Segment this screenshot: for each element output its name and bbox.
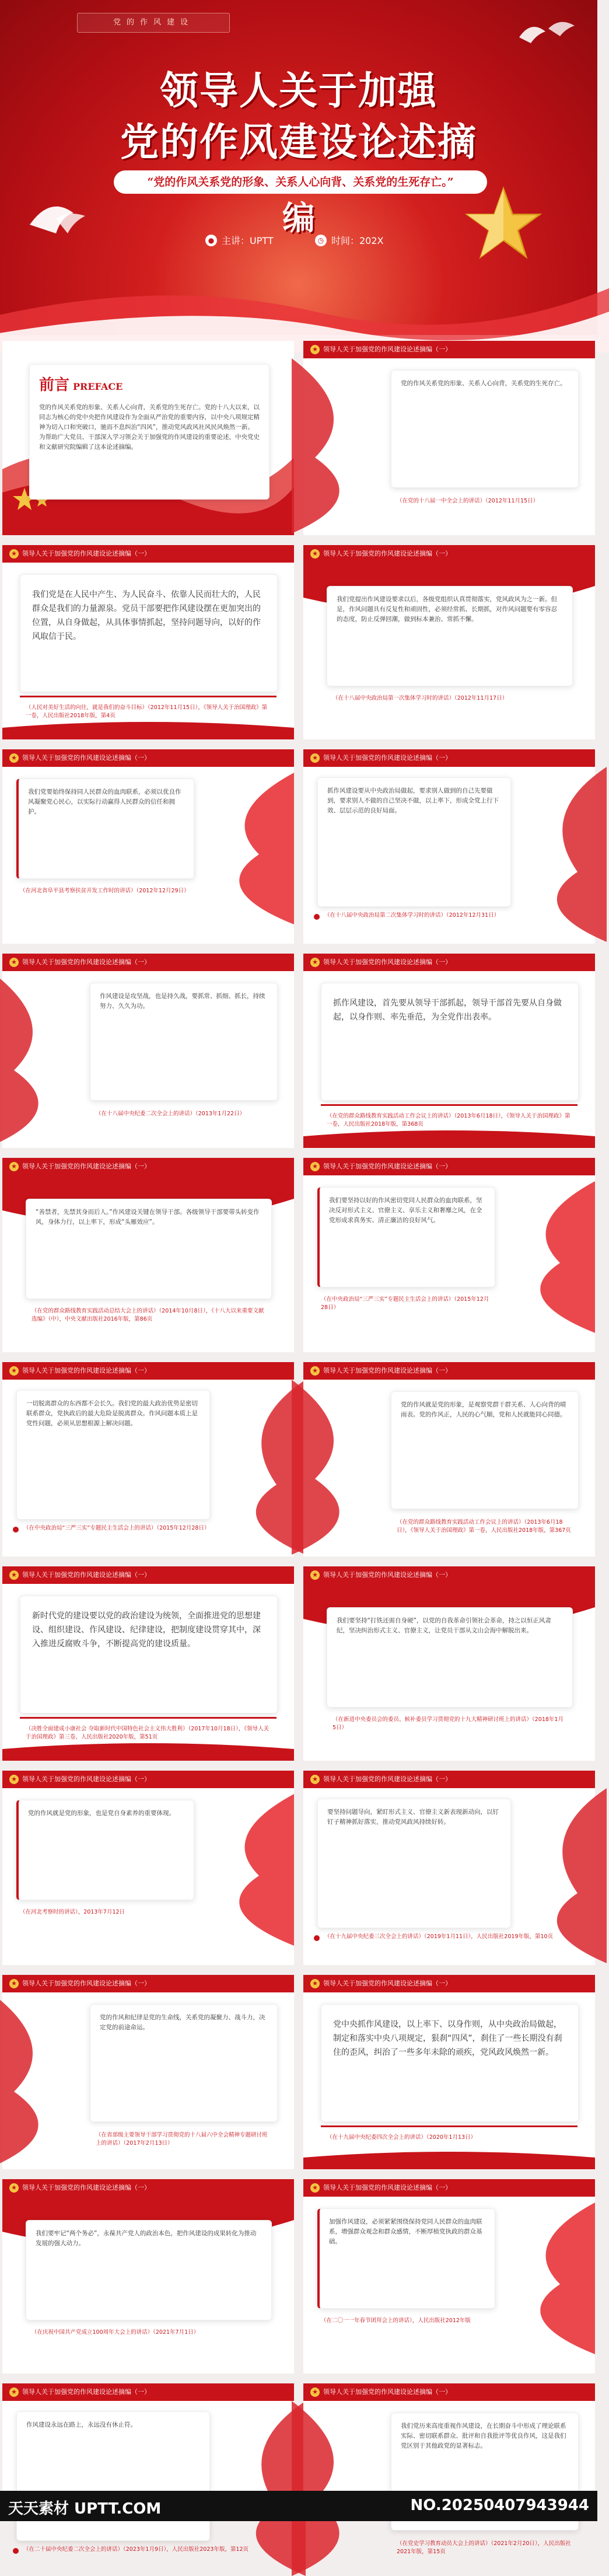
- slide-header-title: 领导人关于加强党的作风建设论述摘编（一）: [323, 1367, 452, 1374]
- quote-slide: [2, 1566, 294, 1761]
- quote-card: [16, 1390, 210, 1520]
- slide-header-title: 领导人关于加强党的作风建设论述摘编（一）: [22, 550, 150, 557]
- quote-card: [20, 1596, 278, 1713]
- cover-speaker: ● 主讲：UPTT: [205, 233, 274, 247]
- quote-text: 我们要坚持“打铁还需自身硬”，以党的自我革命引领社会革命，持之以恒正风肃纪，坚决纠治形式主义、官僚主义，让党员干部从文山会海中解脱出来。: [337, 1617, 551, 1634]
- slide-header: [303, 1566, 595, 1584]
- watermark-bar: [0, 2491, 597, 2521]
- party-emblem-icon: ★: [9, 1570, 19, 1580]
- cover-title-line2: 党的作风建设论述摘: [120, 119, 477, 165]
- slide-header-title: 领导人关于加强党的作风建设论述摘编（一）: [22, 1571, 150, 1579]
- quote-card: [26, 1199, 272, 1299]
- quote-slide: [2, 1362, 294, 1556]
- quote-source: （在河北省阜平县考察扶贫开发工作时的讲话）（2012年12月29日）: [20, 888, 190, 894]
- party-emblem-icon: ★: [310, 1570, 320, 1580]
- party-emblem-icon: ★: [9, 1979, 19, 1988]
- quote-text: 一切脱离群众的东西都不会长久。我们党的最大政治优势是密切联系群众，党执政后的最大危险是脱离群众。作风问题本质上是党性问题，必须从思想根源上解决问题。: [26, 1400, 198, 1427]
- party-emblem-icon: ★: [9, 1775, 19, 1784]
- doves-icon: [513, 14, 583, 55]
- quote-text: “善禁者，先禁其身而后人。”作风建设关键在领导干部。各级领导干部要带头转变作风，身体力行，以上率下，形成“头雁效应”。: [36, 1209, 260, 1226]
- slide-header-title: 领导人关于加强党的作风建设论述摘编（一）: [22, 1980, 150, 1987]
- quote-source: （在二〇一一年春节团拜会上的讲话），人民出版社2012年版: [321, 2317, 471, 2324]
- quote-text: 抓作风建设要从中央政治局做起，要求别人做到的自己先要做到，要求别人不做的自己坚决不做，以上率下，形成全党上行下效、层层示范的良好局面。: [327, 787, 499, 814]
- cover-title-line3: 编: [282, 199, 315, 238]
- slide-header-title: 领导人关于加强党的作风建设论述摘编（一）: [22, 1367, 150, 1374]
- ribbon-decoration: [292, 2401, 397, 2576]
- ribbon-decoration: [292, 358, 397, 533]
- slide-header: [2, 954, 294, 971]
- user-icon: ●: [205, 235, 217, 246]
- cover-subtitle: “党的作风关系党的形象、关系人心向背、关系党的生死存亡。”: [114, 170, 487, 194]
- quote-text: 要坚持问题导向，紧盯形式主义、官僚主义新表现新动向，以钉钉子精神抓好落实，推动党风政风持续好转。: [327, 1809, 499, 1825]
- quote-source: （在十九届中央纪委三次全会上的讲话）（2019年1月11日），人民出版社2019年版，第10页: [324, 1933, 554, 1940]
- quote-card: [317, 1799, 511, 1928]
- quote-source: （在中央政治局“三严三实”专题民主生活会上的讲话）（2015年12月28日）: [321, 1296, 489, 1311]
- quote-slide: [303, 1975, 595, 2169]
- quote-slide: [303, 1158, 595, 1352]
- cover-tag: 党的作风建设: [77, 13, 230, 33]
- ribbon-decoration: [195, 1794, 294, 1946]
- ribbon-decoration: [303, 1125, 595, 1148]
- intro-body: 党的作风关系党的形象、关系人心向背，关系党的生死存亡。党的十八大以来，以同志为核心的党中央把作风建设作为全面从严治党的重要内容，以中央八项规定精神为切入口和突破口，驰而不息纠治“四风”，推动党风政风社风民风焕然一新。为帮助广大党员、干部深入学习领会关于加强党的作风建设的重要论述，中央党史和文献研究院编辑了这本论述摘编。: [39, 404, 260, 451]
- bullet-dot: [314, 914, 320, 920]
- slide-header-title: 领导人关于加强党的作风建设论述摘编（一）: [323, 2388, 452, 2396]
- slide-header-title: 领导人关于加强党的作风建设论述摘编（一）: [323, 1775, 452, 1783]
- quote-card: [16, 2411, 210, 2541]
- quote-slide: [2, 954, 294, 1148]
- quote-text: 新时代党的建设要以党的政治建设为统领，全面推进党的思想建设、组织建设、作风建设、纪律建设，把制度建设贯穿其中，深入推进反腐败斗争，不断提高党的建设质量。: [32, 1611, 261, 1649]
- quote-text: 作风建设永远在路上，永远没有休止符。: [26, 2421, 136, 2428]
- quote-text: 加强作风建设，必须紧紧围绕保持党同人民群众的血肉联系，增强群众观念和群众感情，不断厚植党执政的群众基础。: [329, 2218, 482, 2245]
- party-emblem-icon: ★: [310, 958, 320, 967]
- quote-text: 作风建设是攻坚战，也是持久战，要抓常、抓细、抓长，持续努力、久久为功。: [100, 993, 265, 1010]
- quote-slide: [303, 749, 595, 944]
- quote-source: （在党的群众路线教育实践活动工作会议上的讲话）（2013年6月18日），《领导人关于治国理政》第一卷，人民出版社2018年版，第367页: [397, 1519, 571, 1534]
- slide-header: [303, 1158, 595, 1175]
- quote-source: （在十八届中央纪委二次全会上的讲话）（2013年1月22日）: [96, 1111, 246, 1117]
- party-emblem-icon: ★: [9, 2387, 19, 2397]
- slide-header-title: 领导人关于加强党的作风建设论述摘编（一）: [323, 1980, 452, 1987]
- slide-header: [2, 545, 294, 563]
- clock-icon: ◷: [315, 235, 327, 246]
- ribbon-decoration: [0, 971, 96, 1146]
- quote-card: [317, 2208, 495, 2309]
- party-emblem-icon: ★: [310, 549, 320, 559]
- quote-slide: [303, 2179, 595, 2373]
- slide-header-title: 领导人关于加强党的作风建设论述摘编（一）: [323, 1571, 452, 1579]
- slide-header: [2, 749, 294, 767]
- slide-header-title: 领导人关于加强党的作风建设论述摘编（一）: [22, 1775, 150, 1783]
- party-emblem-icon: ★: [310, 345, 320, 354]
- quote-source: （在党的群众路线教育实践活动工作会议上的讲话）（2013年6月18日），《领导人关于治国理政》第一卷，人民出版社2018年版，第368页: [327, 1113, 570, 1128]
- quote-slide: [2, 1771, 294, 1965]
- quote-source: （人民对美好生活的向往，就是我们的奋斗目标）（2012年11月15日），《领导人关于治国理政》第一卷，人民出版社2018年版，第4页: [26, 704, 268, 719]
- quote-text: 我们党提出作风建设要求以后，各级党组织认真贯彻落实，党风政风为之一新。但是，作风问题具有反复性和顽固性，必须经常抓、长期抓，对作风问题要有零容忍的态度，防止反弹回潮，做到标本兼治、常抓不懈。: [337, 596, 557, 623]
- quote-text: 党的作风就是党的形象，是观察党群干群关系、人心向背的晴雨表。党的作风正，人民的心气顺，党和人民就能同心同德。: [401, 1401, 566, 1418]
- slide-header: [303, 2179, 595, 2197]
- bullet-dot: [13, 1527, 19, 1533]
- quote-slide: [2, 1158, 294, 1352]
- quote-slide: [303, 545, 595, 739]
- slide-header-title: 领导人关于加强党的作风建设论述摘编（一）: [323, 958, 452, 966]
- quote-card: [16, 779, 194, 879]
- quote-text: 党的作风关系党的形象、关系人心向背，关系党的生死存亡。: [401, 380, 566, 387]
- quote-card: [327, 586, 573, 686]
- slide-header: [303, 1362, 595, 1380]
- quote-slide: [303, 1566, 595, 1761]
- quote-source: （在省部级主要领导干部学习贯彻党的十八届六中全会精神专题研讨班上的讲话）（2017年2月13日）: [96, 2132, 268, 2146]
- ribbon-decoration: [195, 773, 294, 924]
- slide-header-title: 领导人关于加强党的作风建设论述摘编（一）: [22, 754, 150, 762]
- quote-card: [90, 2004, 278, 2122]
- quote-text: 我们党是在人民中产生、为人民奋斗、依靠人民而壮大的，人民群众是我们的力量源泉。党员干部要把作风建设摆在更加突出的位置，从自身做起，从具体事情抓起，坚持问题导向，以好的作风取信于民。: [32, 590, 261, 641]
- intro-slide: [2, 341, 294, 535]
- ribbon-decoration: [303, 2146, 595, 2169]
- party-emblem-icon: ★: [310, 1162, 320, 1171]
- quote-card: [391, 370, 579, 488]
- slide-header: [303, 954, 595, 971]
- quote-slide: [2, 1975, 294, 2169]
- cover-slide: [0, 0, 597, 335]
- quote-source: （在十九届中央纪委四次全会上的讲话）（2020年1月13日）: [327, 2134, 477, 2141]
- ribbon-decoration: [2, 716, 294, 739]
- quote-slide: [303, 1362, 595, 1556]
- slide-header: [2, 2383, 294, 2401]
- slide-header: [2, 2179, 294, 2197]
- ribbon-decoration: [0, 1992, 96, 2167]
- slide-header: [2, 1975, 294, 1992]
- slide-header-title: 领导人关于加强党的作风建设论述摘编（一）: [323, 754, 452, 762]
- quote-source: （在二十届中央纪委二次全会上的讲话）（2023年1月9日），人民出版社2023年版，第12页: [23, 2546, 249, 2553]
- slide-header-title: 领导人关于加强党的作风建设论述摘编（一）: [323, 2184, 452, 2191]
- quote-source: （在庆祝中国共产党成立100周年大会上的讲话）（2021年7月1日）: [32, 2329, 200, 2336]
- party-emblem-icon: ★: [310, 753, 320, 763]
- quote-card: [321, 2004, 579, 2122]
- quote-slide: [2, 545, 294, 739]
- party-emblem-icon: ★: [310, 2183, 320, 2193]
- slide-header: [303, 749, 595, 767]
- ribbon-decoration: [496, 2202, 595, 2354]
- quote-text: 我们党要始终保持同人民群众的血肉联系，必须以优良作风凝聚党心民心，以实际行动赢得人民群众的信任和拥护。: [28, 788, 181, 815]
- slide-header-title: 领导人关于加强党的作风建设论述摘编（一）: [22, 2388, 150, 2396]
- quote-text: 我们要坚持以好的作风密切党同人民群众的血肉联系，坚决反对形式主义、官僚主义、享乐主义和奢靡之风，在全党形成求真务实、清正廉洁的良好风气。: [329, 1197, 482, 1224]
- slide-header: [303, 2383, 595, 2401]
- quote-source: （决胜全面建成小康社会 夺取新时代中国特色社会主义伟大胜利）（2017年10月18日），《领导人关于治国理政》第三卷，人民出版社2020年版，第51页: [26, 1726, 270, 1740]
- watermark-right: NO.20250407943944: [410, 2497, 589, 2514]
- slide-header-title: 领导人关于加强党的作风建设论述摘编（一）: [22, 958, 150, 966]
- quote-card: [317, 777, 511, 907]
- divider: [20, 1717, 276, 1719]
- slide-header-title: 领导人关于加强党的作风建设论述摘编（一）: [22, 1163, 150, 1170]
- divider: [321, 2125, 578, 2127]
- quote-card: [321, 983, 579, 1101]
- quote-card: [391, 1391, 579, 1509]
- quote-text: 我们要牢记“两个务必”，永葆共产党人的政治本色，把作风建设的成果转化为推动发展的强大动力。: [36, 2230, 257, 2247]
- quote-source: （在党史学习教育动员大会上的讲话）（2021年2月20日），人民出版社2021年版，第15页: [397, 2540, 571, 2555]
- divider: [321, 1104, 578, 1106]
- gold-star-icon: [466, 186, 541, 261]
- ribbon-decoration: [2, 1737, 294, 1761]
- quote-card: [26, 2220, 272, 2320]
- quote-source: （在十八届中央政治局第二次集体学习时的讲话）（2012年12月31日）: [324, 912, 500, 919]
- divider: [20, 696, 276, 697]
- party-emblem-icon: ★: [9, 2183, 19, 2193]
- party-emblem-icon: ★: [9, 958, 19, 967]
- slide-header: [2, 1771, 294, 1788]
- quote-slide: [303, 1771, 595, 1965]
- quote-card: [16, 1800, 194, 1900]
- cover-title-line1: 领导人关于加强: [160, 68, 438, 113]
- ribbon-decoration: [292, 1380, 397, 1555]
- quote-source: （在中央政治局“三严三实”专题民主生活会上的讲话）（2015年12月28日）: [23, 1525, 210, 1531]
- party-emblem-icon: ★: [9, 1162, 19, 1171]
- quote-source: （在党的十八届一中全会上的讲话）（2012年11月15日）: [397, 498, 539, 504]
- slide-header: [2, 1566, 294, 1584]
- quote-slide: [2, 749, 294, 944]
- slide-header-title: 领导人关于加强党的作风建设论述摘编（一）: [323, 345, 452, 353]
- quote-text: 党中央抓作风建设，以上率下、以身作则，从中央政治局做起，制定和落实中央八项规定，狠刹“四风”，刹住了一些长期没有刹住的歪风，纠治了一些多年未除的顽疾，党风政风焕然一新。: [333, 2020, 562, 2057]
- intro-card: [29, 364, 270, 500]
- slide-header: [303, 1771, 595, 1788]
- ribbon-decoration: [496, 1181, 595, 1333]
- watermark-left: 天天素材 UPTT.COM: [8, 2500, 162, 2518]
- cover-ribbon: [0, 265, 609, 352]
- quote-card: [327, 1607, 573, 1708]
- quote-text: 抓作风建设，首先要从领导干部抓起，领导干部首先要从自身做起，以身作则、率先垂范，为全党作出表率。: [333, 999, 562, 1022]
- party-emblem-icon: ★: [9, 549, 19, 559]
- bullet-dot: [13, 2548, 19, 2554]
- slide-header-title: 领导人关于加强党的作风建设论述摘编（一）: [323, 550, 452, 557]
- party-emblem-icon: ★: [310, 1775, 320, 1784]
- slide-header: [2, 1158, 294, 1175]
- quote-source: （在十八届中央政治局第一次集体学习时的讲话）（2012年11月17日）: [332, 695, 508, 701]
- quote-slide: [2, 2179, 294, 2373]
- quote-text: 我们党历来高度重视作风建设，在长期奋斗中形成了理论联系实际、密切联系群众、批评和自我批评等优良作风，这是我们党区别于其他政党的显著标志。: [401, 2423, 566, 2449]
- party-emblem-icon: ★: [310, 1979, 320, 1988]
- party-emblem-icon: ★: [310, 2387, 320, 2397]
- slide-header: [303, 545, 595, 563]
- intro-title: 前言 PREFACE: [39, 376, 123, 394]
- quote-source: （在河北考察时的讲话），2013年7月12日: [20, 1909, 125, 1915]
- slide-header: [303, 1975, 595, 1992]
- quote-text: 党的作风和纪律是党的生命线，关系党的凝聚力、战斗力，决定党的前途命运。: [100, 2014, 265, 2031]
- quote-card: [20, 574, 278, 692]
- party-emblem-icon: ★: [9, 1366, 19, 1376]
- quote-source: （在新进中央委员会的委员、候补委员学习贯彻党的十九大精神研讨班上的讲话）（2018年1月5日）: [332, 1716, 564, 1731]
- quote-card: [317, 1187, 495, 1287]
- quote-card: [90, 983, 278, 1101]
- cover-time: ◷ 时间：202X: [315, 233, 384, 247]
- bullet-dot: [314, 1935, 320, 1941]
- slide-header: [303, 341, 595, 358]
- quote-slide: [303, 954, 595, 1148]
- slide-header-title: 领导人关于加强党的作风建设论述摘编（一）: [323, 1163, 452, 1170]
- party-emblem-icon: ★: [310, 1366, 320, 1376]
- quote-text: 党的作风就是党的形象，也是党自身素养的重要体现。: [28, 1810, 175, 1817]
- party-emblem-icon: ★: [9, 753, 19, 763]
- quote-slide: [303, 341, 595, 535]
- slide-header-title: 领导人关于加强党的作风建设论述摘编（一）: [22, 2184, 150, 2191]
- slide-header: [2, 1362, 294, 1380]
- quote-source: （在党的群众路线教育实践活动总结大会上的讲话）（2014年10月8日），《十八大以来重要文献选编》（中），中央文献出版社2016年版，第86页: [32, 1308, 264, 1322]
